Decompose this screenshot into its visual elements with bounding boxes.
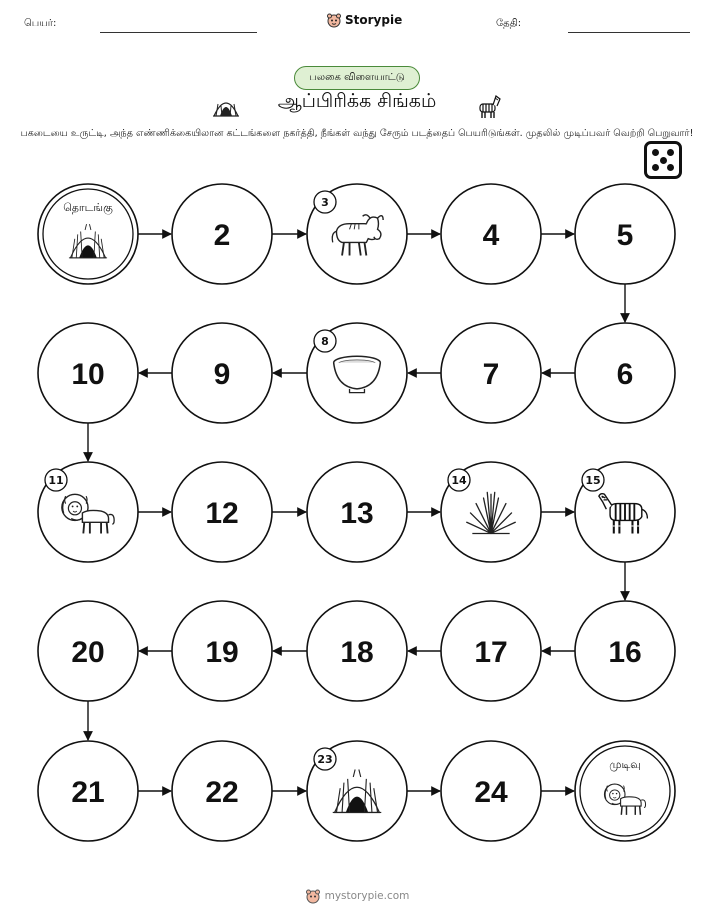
space-number: 9 (213, 358, 231, 391)
name-label: பெயர்: (24, 18, 57, 29)
board-space-18[interactable] (307, 601, 407, 701)
space-number: 2 (213, 219, 231, 252)
space-number: 20 (71, 636, 105, 669)
board-space-7[interactable] (441, 323, 541, 423)
space-label: முடிவு (609, 758, 641, 771)
space-label: தொடங்கு (63, 201, 113, 214)
storypie-mascot-icon (305, 888, 321, 904)
finish-space[interactable] (575, 741, 675, 841)
space-number: 17 (474, 636, 508, 669)
instructions: பகடையை உருட்டி, அந்த எண்ணிக்கையிலான கட்டங்களை நகர்த்தி, நீங்கள் வந்து சேரும் படத்தைப் பெயரிடுங்கள். முதலில் முடிப்பவர் வெற்றி பெறுவார்! (20, 128, 694, 139)
space-number: 13 (340, 497, 374, 530)
space-number: 15 (585, 474, 601, 487)
space-number: 16 (608, 636, 642, 669)
date-label: தேதி: (496, 18, 522, 29)
space-number: 8 (321, 335, 329, 348)
board-space-3[interactable] (307, 184, 407, 284)
space-number: 10 (71, 358, 105, 391)
board-space-20[interactable] (38, 601, 138, 701)
space-circle (38, 184, 138, 284)
space-number: 19 (205, 636, 239, 669)
space-number: 12 (205, 497, 239, 530)
board-space-5[interactable] (575, 184, 675, 284)
space-number: 11 (48, 474, 64, 487)
space-number: 18 (340, 636, 374, 669)
board-space-17[interactable] (441, 601, 541, 701)
board-space-14[interactable] (441, 462, 541, 562)
brand-name: Storypie (345, 13, 403, 27)
board-space-16[interactable] (575, 601, 675, 701)
board-space-8[interactable] (307, 323, 407, 423)
board-space-6[interactable] (575, 323, 675, 423)
board-space-4[interactable] (441, 184, 541, 284)
board-space-24[interactable] (441, 741, 541, 841)
board-space-2[interactable] (172, 184, 272, 284)
start-space[interactable] (38, 184, 138, 284)
board-space-19[interactable] (172, 601, 272, 701)
space-number: 4 (482, 219, 500, 252)
board-space-10[interactable] (38, 323, 138, 423)
space-number: 3 (321, 196, 329, 209)
board-space-11[interactable] (38, 462, 138, 562)
game-type-badge: பலகை விளையாட்டு (294, 66, 420, 90)
space-number: 22 (205, 776, 239, 809)
space-number: 14 (451, 474, 467, 487)
board-space-21[interactable] (38, 741, 138, 841)
space-number: 5 (616, 219, 634, 252)
footer-url[interactable]: mystorypie.com (324, 890, 410, 902)
board-space-22[interactable] (172, 741, 272, 841)
board-space-9[interactable] (172, 323, 272, 423)
space-number: 21 (71, 776, 105, 809)
space-number: 23 (317, 753, 333, 766)
page-title: ஆப்பிரிக்க சிங்கம் (277, 90, 437, 112)
space-number: 7 (482, 358, 500, 391)
board-space-15[interactable] (575, 462, 675, 562)
board-space-13[interactable] (307, 462, 407, 562)
footer (0, 888, 714, 904)
space-number: 6 (616, 358, 634, 391)
board-space-23[interactable] (307, 741, 407, 841)
board-space-12[interactable] (172, 462, 272, 562)
space-number: 24 (474, 776, 508, 809)
